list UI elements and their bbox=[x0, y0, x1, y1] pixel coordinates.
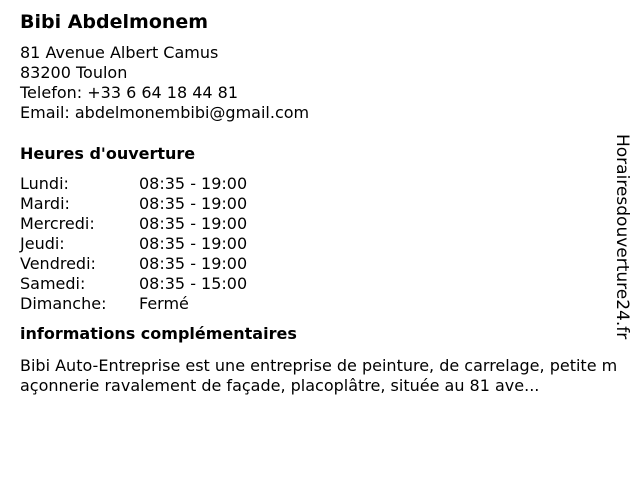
site-watermark: Horairesdouverture24.fr bbox=[612, 134, 632, 340]
time-range: 08:35 - 19:00 bbox=[139, 194, 248, 213]
day-label: Jeudi: bbox=[20, 234, 65, 253]
phone-text: Telefon: +33 6 64 18 44 81 bbox=[20, 83, 239, 102]
hours-table bbox=[20, 174, 620, 314]
day-label: Mardi: bbox=[20, 194, 70, 213]
day-label: Samedi: bbox=[20, 274, 86, 293]
time-range: 08:35 - 19:00 bbox=[139, 234, 248, 253]
business-card bbox=[20, 10, 620, 396]
address-city: 83200 Toulon bbox=[20, 63, 128, 82]
hours-heading: Heures d'ouverture bbox=[20, 144, 196, 163]
day-label: Vendredi: bbox=[20, 254, 96, 273]
day-label: Lundi: bbox=[20, 174, 69, 193]
time-range: 08:35 - 15:00 bbox=[139, 274, 248, 293]
time-range: 08:35 - 19:00 bbox=[139, 174, 248, 193]
info-description: Bibi Auto-Entreprise est une entreprise de peinture, de carrelage, petite maçonnerie ravalement de façade, placoplâtre, située au 81 ave... bbox=[20, 356, 618, 395]
info-heading: informations complémentaires bbox=[20, 324, 297, 343]
hours-row bbox=[20, 174, 620, 194]
business-name: Bibi Abdelmonem bbox=[20, 11, 209, 33]
hours-row bbox=[20, 294, 620, 314]
hours-row bbox=[20, 234, 620, 254]
day-label: Mercredi: bbox=[20, 214, 95, 233]
hours-row bbox=[20, 214, 620, 234]
day-label: Dimanche: bbox=[20, 294, 107, 313]
email-text: Email: abdelmonembibi@gmail.com bbox=[20, 103, 310, 122]
hours-row bbox=[20, 254, 620, 274]
time-range: Fermé bbox=[139, 294, 189, 313]
address-street: 81 Avenue Albert Camus bbox=[20, 43, 219, 62]
time-range: 08:35 - 19:00 bbox=[139, 214, 248, 233]
hours-row bbox=[20, 194, 620, 214]
hours-row bbox=[20, 274, 620, 294]
time-range: 08:35 - 19:00 bbox=[139, 254, 248, 273]
